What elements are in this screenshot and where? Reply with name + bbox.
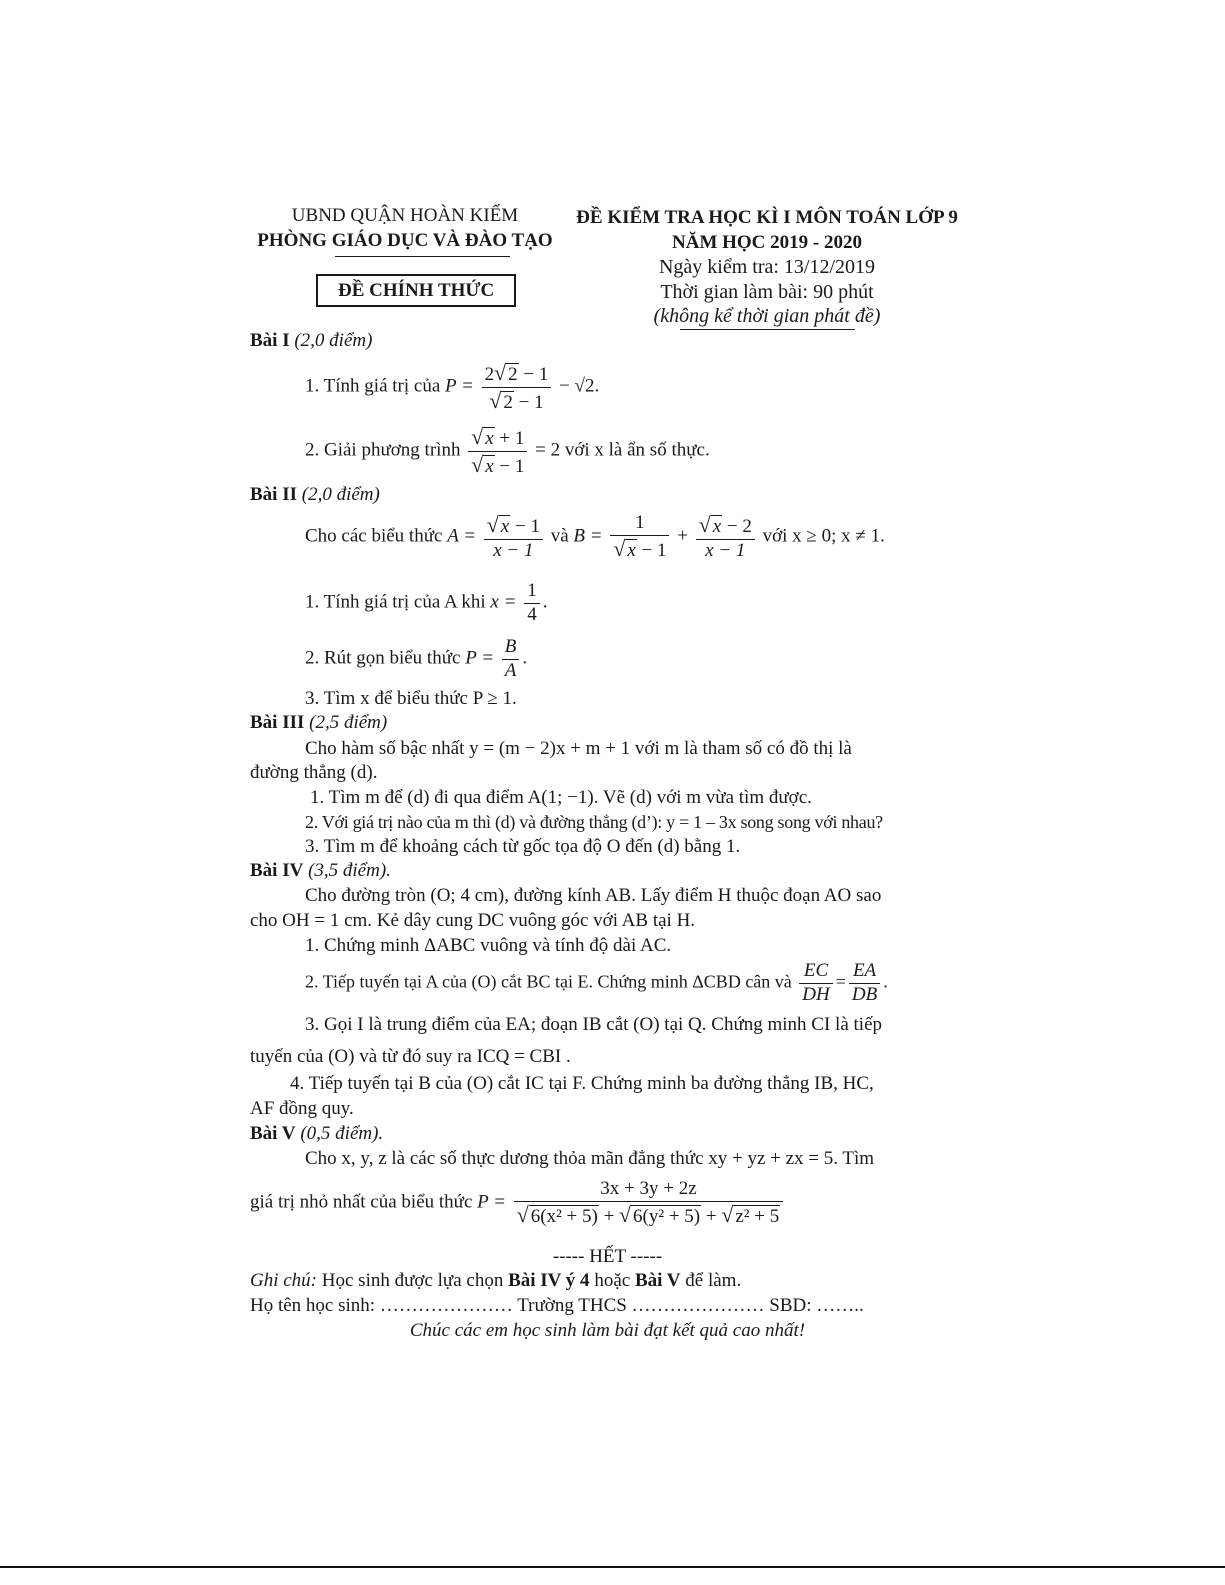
header-left-line1: UBND QUẬN HOÀN KIẾM (291, 205, 519, 226)
note-line: Ghi chú: Học sinh được lựa chọn Bài IV ý 4 hoặc Bài V để làm. (250, 1270, 742, 1291)
bai1-q2-fraction: $\frac{√ x + 1}{√ x - 1}$ (468, 424, 527, 479)
bai3-q3: 3. Tìm m để khoảng cách từ gốc tọa độ O đến (d) bằng 1. (305, 836, 741, 857)
bai4-q3-line2: tuyến của (O) và từ đó suy ra ICQ = CBI . (250, 1046, 571, 1067)
bai4-q3-line1: 3. Gọi I là trung điểm của EA; đoạn IB cắt (O) tại Q. Chứng minh CI là tiếp (305, 1014, 883, 1035)
bai5-heading: Bài V (0,5 điểm). (250, 1123, 384, 1144)
header-right-underline (680, 329, 855, 330)
bai4-q4-line1: 4. Tiếp tuyến tại B của (O) cắt IC tại F. Chứng minh ba đường thẳng IB, HC, (290, 1073, 874, 1094)
bai4-q2-fraction-2: $\frac{EA}{DB}$ (849, 960, 880, 1007)
bai4-intro-line2: cho OH = 1 cm. Kẻ dây cung DC vuông góc với AB tại H. (250, 910, 696, 931)
header-left-underline (335, 256, 510, 257)
bai1-q2: 2. Giải phương trình $\frac{√ x + 1}{√ x - 1}$ = 2 với x là ẩn số thực. (305, 425, 710, 477)
bai4-intro-line1: Cho đường tròn (O; 4 cm), đường kính AB. Lấy điểm H thuộc đoạn AO sao (305, 885, 882, 906)
bai3-heading: Bài III (2,5 điểm) (250, 712, 388, 733)
end-marker: ----- HẾT ----- (552, 1246, 663, 1267)
bai4-q2-fraction-1: $\frac{EC}{DH}$ (799, 960, 832, 1007)
bai5-intro: Cho x, y, z là các số thực dương thỏa mãn đẳng thức xy + yz + zx = 5. Tìm (305, 1148, 875, 1169)
expr-b-fraction-2: $\frac{√ x - 2}{x - 1}$ (696, 512, 755, 563)
expr-a-fraction: $\frac{√ x - 1}{x - 1}$ (484, 512, 543, 563)
bai2-q2: 2. Rút gọn biểu thức P = $\frac{B}{A}$ . (305, 636, 528, 681)
bai2-q1: 1. Tính giá trị của A khi x = $\frac{1}{4}$ . (305, 580, 548, 625)
exam-duration: Thời gian làm bài: 90 phút (660, 281, 874, 303)
bai2-q2-fraction: $\frac{B}{A}$ (502, 636, 520, 683)
bai3-intro-line2: đường thẳng (d). (250, 762, 378, 783)
bai3-q1: 1. Tìm m để (d) đi qua điểm A(1; −1). Vẽ (d) với m vừa tìm được. (310, 787, 812, 808)
bai4-q2: 2. Tiếp tuyến tại A của (O) cắt BC tại E. Chứng minh ΔCBD cân và $\frac{EC}{DH}$ = $\frac{EA}{DB}$ . (305, 960, 888, 1005)
bai1-q1-fraction: $\frac{2√ 2 - 1}{√ 2 - 1}$ (482, 360, 552, 415)
bai5-fraction: $\frac{3x + 3y + 2z}{\text{√ 6(x² + 5) + √ 6(y² + 5) + √ z² + 5}}$ (514, 1178, 783, 1229)
official-exam-box: ĐỀ CHÍNH THỨC (316, 274, 516, 307)
bai1-q1: 1. Tính giá trị của P = $\frac{2√ 2 - 1}{√ 2 - 1}$ − √2. (305, 361, 600, 413)
student-info-line: Họ tên học sinh: ………………… Trường THCS ………………… SBD: …….. (250, 1295, 864, 1316)
header-left-line2: PHÒNG GIÁO DỤC VÀ ĐÀO TẠO (257, 230, 553, 251)
bai3-q2: 2. Với giá trị nào của m thì (d) và đường thẳng (d’): y = 1 – 3x song song với nhau? (305, 812, 883, 832)
bai5-expression: giá trị nhỏ nhất của biểu thức P = $\frac{3x + 3y + 2z}{\text{√ 6(x² + 5) + √ 6(y² + 5) + √ z² + 5}}$ (250, 1178, 786, 1229)
bai4-heading: Bài IV (3,5 điểm). (250, 860, 391, 881)
closing-wish: Chúc các em học sinh làm bài đạt kết quả cao nhất! (409, 1320, 806, 1341)
exam-date: Ngày kiểm tra: 13/12/2019 (658, 256, 876, 278)
bai1-heading: Bài I (2,0 điểm) (250, 330, 373, 351)
bai2-q3: 3. Tìm x để biểu thức P ≥ 1. (305, 688, 517, 709)
bai2-q1-fraction: $\frac{1}{4}$ (524, 580, 540, 627)
header-right-year: NĂM HỌC 2019 - 2020 (672, 232, 862, 253)
expr-b-fraction-1: $\frac{1}{√ x - 1}$ (610, 512, 669, 563)
duration-note: (không kể thời gian phát đề) (653, 305, 881, 327)
bai2-heading: Bài II (2,0 điểm) (250, 484, 380, 505)
bai3-intro-line1: Cho hàm số bậc nhất y = (m − 2)x + m + 1 với m là tham số có đồ thị là (305, 738, 852, 759)
bai4-q4-line2: AF đồng quy. (250, 1098, 354, 1119)
header-right-title: ĐỀ KIỂM TRA HỌC KÌ I MÔN TOÁN LỚP 9 (576, 207, 958, 228)
bai2-intro: Cho các biểu thức A = $\frac{√ x - 1}{x - 1}$ và B = $\frac{1}{√ x - 1}$ + $\frac{√ x - 2}{x - 1}$ với x ≥ 0; x ≠ 1. (305, 512, 885, 561)
page-bottom-border (0, 1566, 1225, 1568)
bai4-q1: 1. Chứng minh ΔABC vuông và tính độ dài AC. (305, 935, 672, 956)
